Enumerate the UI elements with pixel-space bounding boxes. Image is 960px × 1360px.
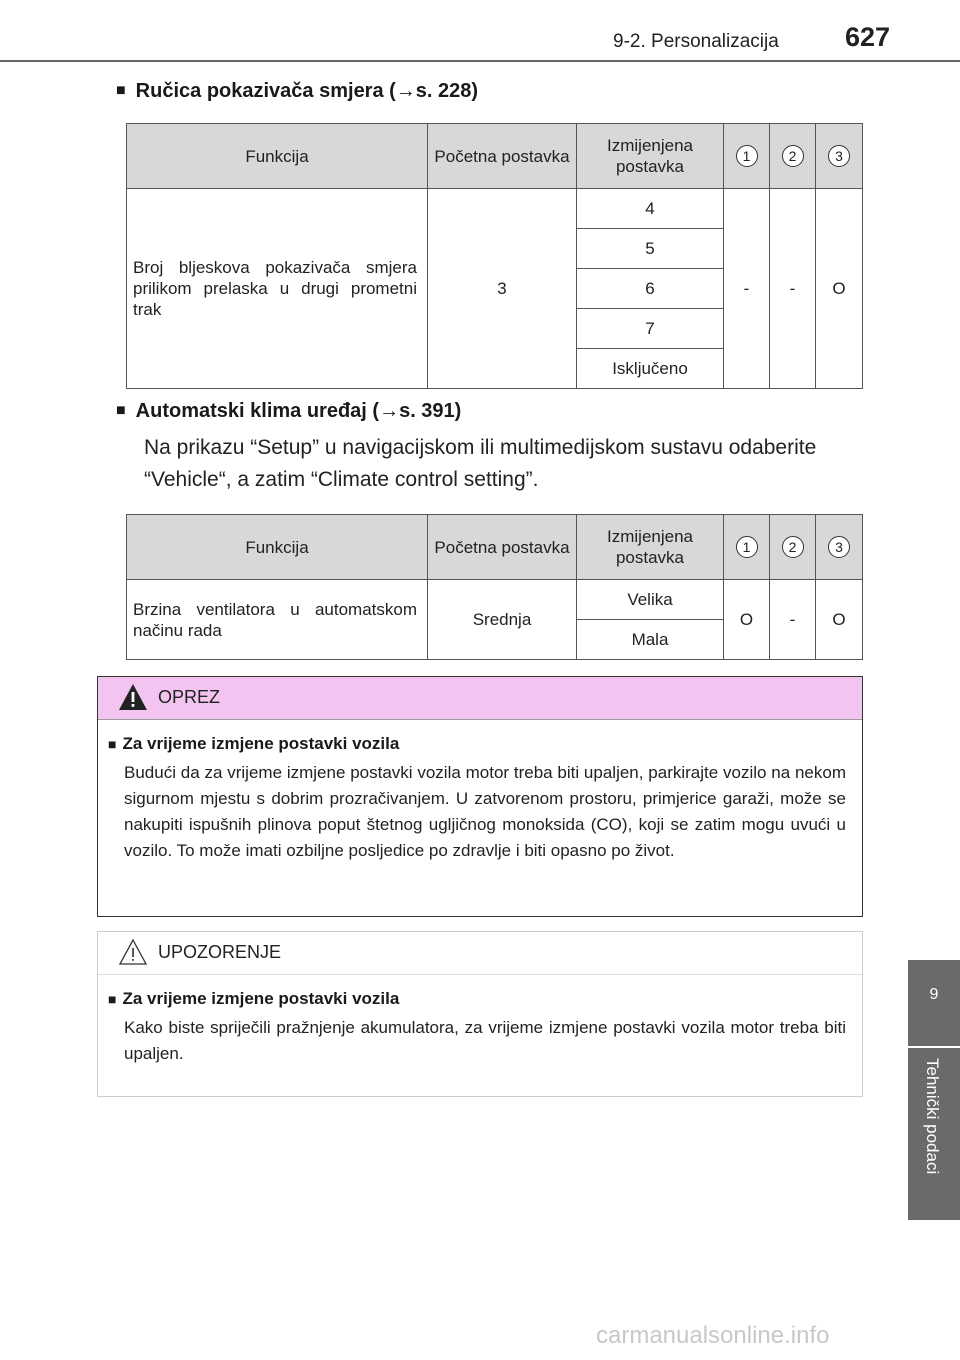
bullet-square-icon: ■ (116, 82, 126, 99)
header-default: Početna postavka (428, 515, 577, 580)
method-1-cell: - (724, 189, 770, 389)
warning-heading (108, 989, 846, 1009)
warning-triangle-outline-icon (118, 938, 148, 966)
chapter-number: 9 (929, 986, 939, 1003)
table-header-row (127, 124, 863, 189)
header-function: Funkcija (127, 124, 428, 189)
section1-heading-text: Ručica pokazivača smjera (→s. 228) (135, 80, 479, 102)
warning-heading-text: Za vrijeme izmjene postavki vozila (122, 989, 400, 1008)
header-default: Početna postavka (428, 124, 577, 189)
header-method-2 (770, 515, 816, 580)
option-cell: Velika (577, 580, 724, 620)
option-cell: 5 (577, 229, 724, 269)
section1-heading (116, 80, 478, 103)
caution-title: OPREZ (158, 687, 221, 707)
watermark: carmanualsonline.info (596, 1322, 830, 1349)
method-1-cell: O (724, 580, 770, 660)
section-title: 9-2. Personalizacija (613, 31, 779, 52)
warning-title-bar (98, 932, 862, 975)
header-method-1 (724, 515, 770, 580)
header-function: Funkcija (127, 515, 428, 580)
page-header (0, 0, 960, 62)
header-method-3 (816, 515, 863, 580)
header-method-2 (770, 124, 816, 189)
header-modified: Izmijenjena postavka (577, 124, 724, 189)
circled-number: 3 (828, 536, 850, 558)
method-2-cell: - (770, 580, 816, 660)
chapter-side-tab (908, 960, 960, 1220)
turn-signal-settings-table (126, 123, 863, 389)
header-method-1 (724, 124, 770, 189)
caution-heading-text: Za vrijeme izmjene postavki vozila (122, 734, 400, 753)
header-rule (0, 60, 960, 62)
warning-triangle-icon (118, 683, 148, 711)
bullet-square-icon: ■ (108, 736, 117, 752)
method-3-cell: O (816, 580, 863, 660)
bullet-square-icon: ■ (116, 402, 126, 419)
header-method-3 (816, 124, 863, 189)
method-3-cell: O (816, 189, 863, 389)
function-cell: Broj bljeskova pokazivača smjera prilikom prelaska u drugi prometni trak (127, 189, 428, 389)
option-cell: 4 (577, 189, 724, 229)
page-number: 627 (845, 22, 891, 52)
option-cell: Mala (577, 620, 724, 660)
climate-settings-table (126, 514, 863, 660)
warning-body (98, 975, 862, 1067)
option-cell: 6 (577, 269, 724, 309)
header-modified: Izmijenjena postavka (577, 515, 724, 580)
default-cell: Srednja (428, 580, 577, 660)
warning-title: UPOZORENJE (158, 942, 282, 962)
section2-intro: Na prikazu “Setup” u navigacijskom ili multimedijskom sustavu odaberite “Vehicle“, a zatim “Climate control setting”. (144, 436, 817, 491)
chapter-label: Tehnički podaci (923, 1058, 942, 1175)
default-cell: 3 (428, 189, 577, 389)
table-row (127, 580, 863, 620)
bullet-square-icon: ■ (108, 991, 117, 1007)
caution-text: Budući da za vrijeme izmjene postavki vozila motor treba biti upaljen, parkirajte vozilo na nekom sigurnom mjestu s dobrim prozračivanjem. U zatvorenom prostoru, primjerice garaži, može se nakupiti ispušnih plinova poput štetnog ugljičnog monoksida (CO), koji se zatim mogu uvući u vozilo. To može imati ozbiljne posljedice po zdravlje i biti opasno po život. (124, 763, 846, 860)
caution-box (97, 676, 863, 917)
warning-box (97, 931, 863, 1097)
warning-text: Kako biste spriječili pražnjenje akumulatora, za vrijeme izmjene postavki vozila motor treba biti upaljen. (124, 1018, 846, 1063)
circled-number: 2 (782, 145, 804, 167)
section2-heading-text: Automatski klima uređaj (→s. 391) (135, 400, 462, 422)
side-tab-divider (908, 1046, 960, 1048)
circled-number: 1 (736, 145, 758, 167)
section2-heading (116, 400, 461, 423)
caution-body (98, 720, 862, 864)
option-cell: 7 (577, 309, 724, 349)
function-cell: Brzina ventilatora u automatskom načinu rada (127, 580, 428, 660)
method-2-cell: - (770, 189, 816, 389)
table-header-row (127, 515, 863, 580)
table-row (127, 189, 863, 229)
circled-number: 3 (828, 145, 850, 167)
circled-number: 1 (736, 536, 758, 558)
caution-title-bar (98, 677, 862, 720)
option-cell: Isključeno (577, 349, 724, 389)
circled-number: 2 (782, 536, 804, 558)
caution-heading (108, 734, 846, 754)
